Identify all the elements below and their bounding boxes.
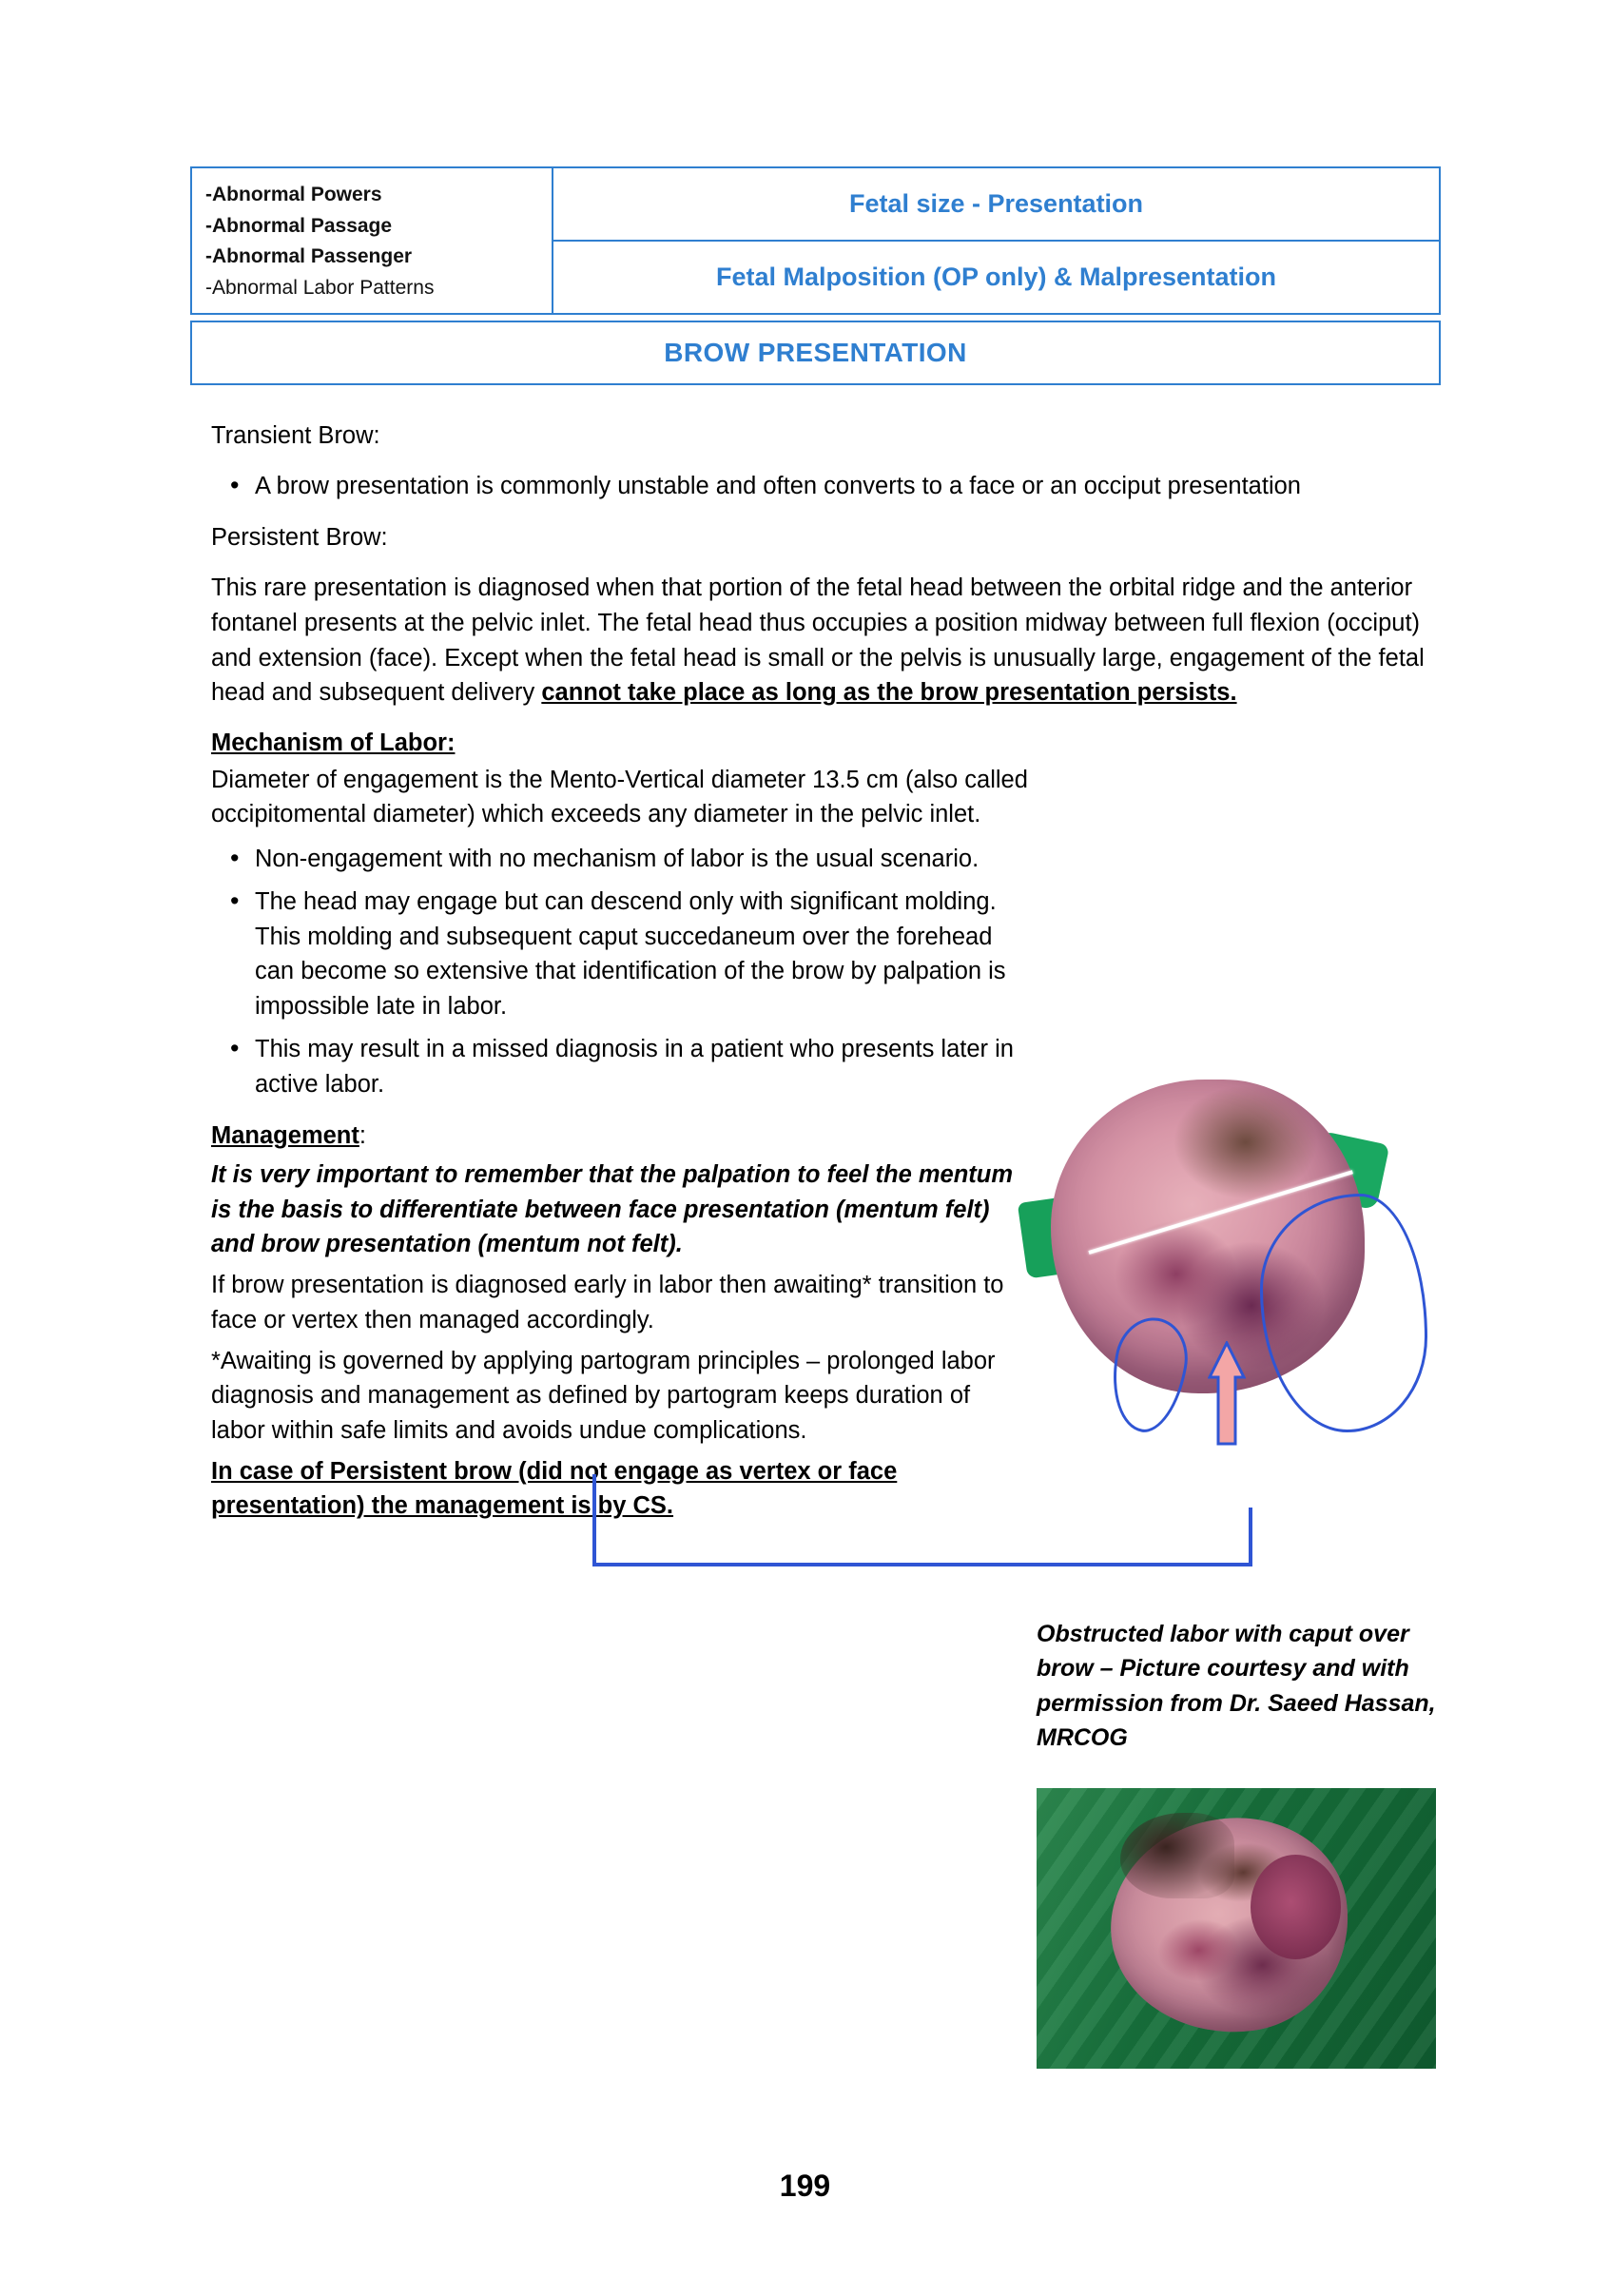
figure-brow-photo-annotated <box>1022 1080 1426 1450</box>
topic-abnormal-labor-patterns: -Abnormal Labor Patterns <box>205 276 435 299</box>
list-item: • A brow presentation is commonly unstable and often converts to a face or an occiput presentation <box>211 469 1438 504</box>
header-top-row <box>190 166 1441 315</box>
mechanism-section <box>211 763 1029 1524</box>
persistent-brow-emphasis: cannot take place as long as the brow presentation persists. <box>541 679 1237 707</box>
mechanism-bullets <box>211 842 1029 1101</box>
topic-abnormal-passenger: -Abnormal Passenger <box>205 245 413 268</box>
header-right-cells <box>553 168 1439 313</box>
management-heading <box>211 1119 1029 1154</box>
topic-abnormal-powers: -Abnormal Powers <box>205 184 382 205</box>
figure-caption: Obstructed labor with caput over brow – Picture courtesy and with permission from Dr. Saeed Hassan, MRCOG <box>1037 1621 1436 1751</box>
caput-succedaneum <box>1251 1855 1341 1959</box>
list-item: • This may result in a missed diagnosis in a patient who presents later in active labor. <box>211 1032 1029 1101</box>
management-paragraph-2: *Awaiting is governed by applying partogram principles – prolonged labor diagnosis and management as defined by partogram keeps duration of labor within safe limits and avoids undue complications. <box>211 1347 996 1444</box>
transient-brow-label: Transient Brow: <box>211 422 380 449</box>
page-number: 199 <box>779 2169 831 2203</box>
persistent-brow-text: This rare presentation is diagnosed when that portion of the fetal head between the orbital ridge and the anterior fontanel presents at the pelvic inlet. The fetal head thus occupies a position midway between full flexion (occiput) and extension (face). Except when the fetal head is small or the pelvis is unusually large, engagement of the fetal head and subsequent delivery <box>211 574 1425 707</box>
management-italic-note: It is very important to remember that the palpation to feel the mentum is the basis to differentiate between face presentation (mentum felt) and brow presentation (mentum not felt). <box>211 1160 1014 1258</box>
annotation-connector <box>590 1469 1255 1574</box>
persistent-brow-label: Persistent Brow: <box>211 524 388 552</box>
transient-brow-bullets <box>211 469 1438 504</box>
blue-outline-annotation <box>1260 1194 1427 1432</box>
mechanism-paragraph: Diameter of engagement is the Mento-Vertical diameter 13.5 cm (also called occipitomental diameter) which exceeds any diameter in the pelvic inlet. <box>211 766 1028 828</box>
up-arrow-icon <box>1208 1341 1246 1446</box>
header-cell-malposition: Fetal Malposition (OP only) & Malpresentation <box>553 240 1439 313</box>
header-cell-fetal-size: Fetal size - Presentation <box>848 189 1144 219</box>
topic-abnormal-passage: -Abnormal Passage <box>205 214 393 237</box>
header-topic-list <box>192 168 553 313</box>
header-table <box>190 166 1441 385</box>
management-emphasis: In case of Persistent brow (did not engage as vertex or face presentation) the management is by CS. <box>211 1457 898 1520</box>
management-paragraph-1: If brow presentation is diagnosed early in labor then awaiting* transition to face or vertex then managed accordingly. <box>211 1272 1004 1333</box>
management-heading-colon: : <box>359 1122 366 1150</box>
persistent-brow-paragraph <box>211 571 1438 710</box>
list-item: • Non-engagement with no mechanism of labor is the usual scenario. <box>211 842 1029 877</box>
management-heading-text: Management <box>211 1122 359 1150</box>
figure-obstructed-labor-photo <box>1037 1788 1436 2069</box>
list-item: • The head may engage but can descend only with significant molding. This molding and subsequent caput succedaneum over the forehead can become so extensive that identification of the brow by palpation is impossible late in labor. <box>211 885 1029 1024</box>
page-title: BROW PRESENTATION <box>190 321 1441 385</box>
mechanism-of-labor-heading: Mechanism of Labor: <box>211 730 456 757</box>
